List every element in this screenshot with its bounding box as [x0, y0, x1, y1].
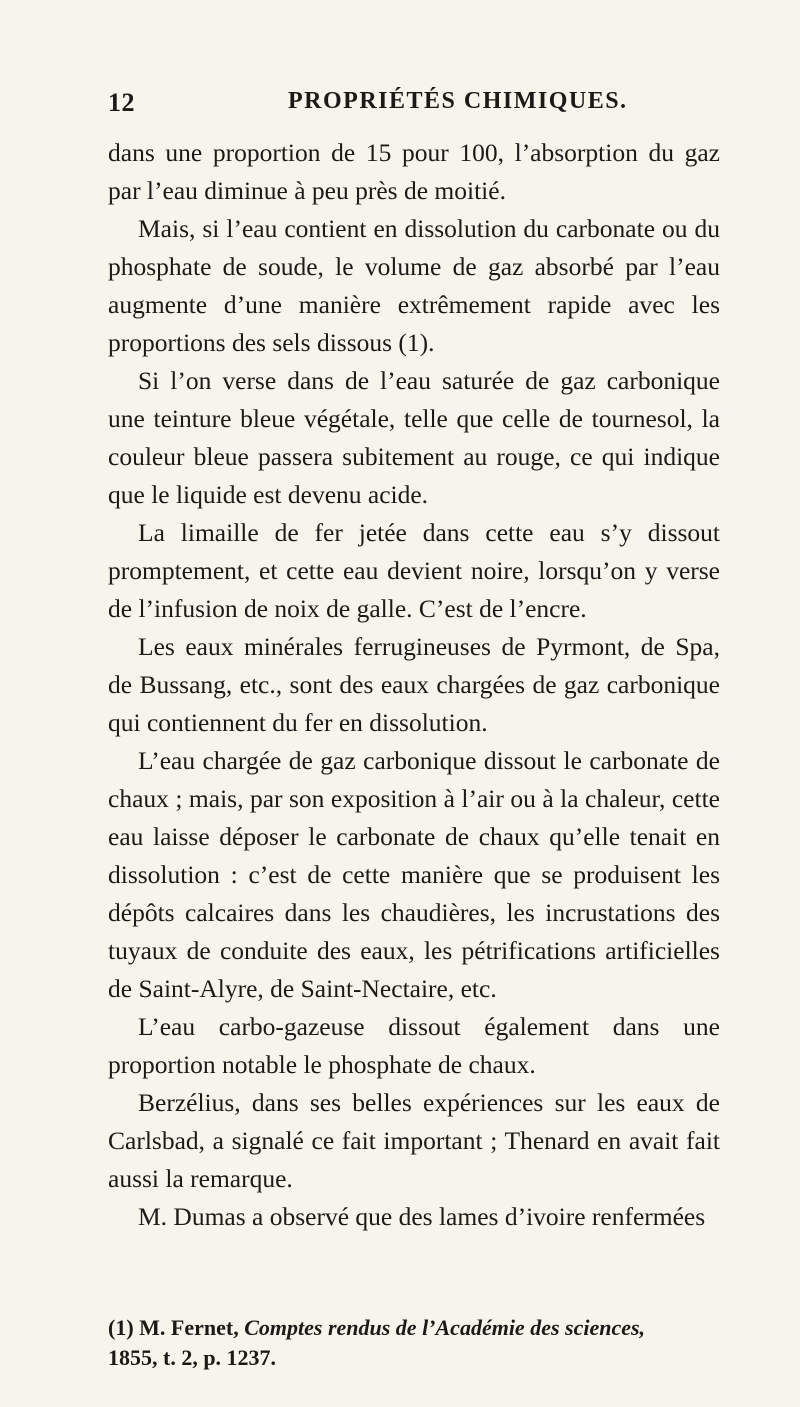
paragraph: Si l’on verse dans de l’eau saturée de gaz carbonique une teinture bleue végétale, telle que celle de tournesol, la couleur bleue passera subitement au rouge, ce qui indique que le liquide est devenu acide.	[108, 366, 720, 509]
paragraph: Les eaux minérales ferrugineuses de Pyrmont, de Spa, de Bussang, etc., sont des eaux chargées de gaz carbonique qui contiennent du fer en dissolution.	[108, 632, 720, 737]
paragraph: L’eau chargée de gaz carbonique dissout le carbonate de chaux ; mais, par son exposition à l’air ou à la chaleur, cette eau laisse déposer le carbonate de chaux qu’elle tenait en dissolution : c’est de cette manière que se produisent les dépôts calcaires dans les chaudières, les incrustations des tuyaux de conduite des eaux, les pétrifications artificielles de Saint-Alyre, de Saint-Nectaire, etc.	[108, 746, 720, 1003]
running-title: PROPRIÉTÉS CHIMIQUES.	[288, 88, 628, 114]
footnote-author: M. Fernet,	[139, 1315, 239, 1340]
paragraph: Mais, si l’eau contient en dissolution du carbonate ou du phosphate de soude, le volume de gaz absorbé par l’eau augmente d’une manière extrêmement rapide avec les proportions des sels dissous (1).	[108, 214, 720, 357]
paragraph: Berzélius, dans ses belles expériences sur les eaux de Carlsbad, a signalé ce fait important ; Thenard en avait fait aussi la remarque.	[108, 1088, 720, 1193]
footnote-reference: 1855, t. 2, p. 1237.	[108, 1345, 277, 1370]
footnote-title: Comptes rendus de l’Académie des sciences,	[244, 1315, 646, 1340]
paragraph: La limaille de fer jetée dans cette eau s’y dissout promptement, et cette eau devient noire, lorsqu’on y verse de l’infusion de noix de galle. C’est de l’encre.	[108, 518, 720, 623]
paragraph: L’eau carbo-gazeuse dissout également dans une proportion notable le phosphate de chaux.	[108, 1012, 720, 1079]
body-text	[108, 134, 720, 1236]
paragraph: M. Dumas a observé que des lames d’ivoire renfermées	[138, 1202, 706, 1231]
page-header	[108, 88, 713, 124]
page-number: 12	[108, 88, 135, 117]
paragraph: dans une proportion de 15 pour 100, l’absorption du gaz par l’eau diminue à peu près de moitié.	[108, 138, 720, 205]
footnote-mark: (1)	[108, 1315, 134, 1340]
footnote	[108, 1313, 720, 1373]
